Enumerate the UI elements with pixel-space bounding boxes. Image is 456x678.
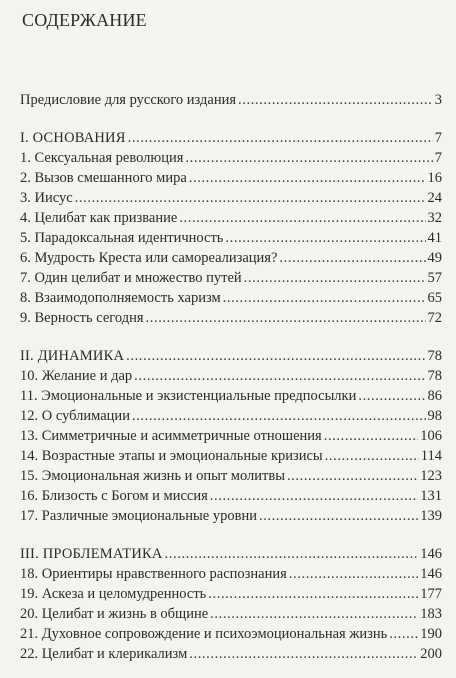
toc-entry-page: 177 [420, 586, 442, 602]
toc-entry-label: 8. Взаимодополняемость харизм [20, 290, 221, 306]
toc-entry-label: 14. Возрастные этапы и эмоциональные кризисы [20, 448, 323, 464]
toc-entry [20, 270, 442, 287]
toc-entry-page: 3 [434, 92, 442, 108]
toc-section-heading [20, 130, 442, 147]
toc-section-label: I. ОСНОВАНИЯ [20, 130, 126, 146]
leader-dots [287, 468, 418, 485]
leader-dots [185, 150, 432, 167]
leader-dots [75, 190, 426, 207]
toc-entry-label: 22. Целибат и клерикализм [20, 646, 188, 662]
toc-entry-label: 3. Иисус [20, 190, 73, 206]
toc-entry-label: 21. Духовное сопровождение и психоэмоциональная жизнь [20, 626, 388, 642]
toc-entry [20, 250, 442, 267]
toc-section-heading [20, 348, 442, 365]
toc-entry-page: 123 [420, 468, 442, 484]
toc-entry-label: 1. Сексуальная революция [20, 150, 184, 166]
toc-entry [20, 468, 442, 485]
toc-entry-page: 139 [420, 508, 442, 524]
leader-dots [134, 368, 425, 385]
toc-entry-label: 13. Симметричные и асимметричные отношения [20, 428, 322, 444]
leader-dots [165, 546, 419, 563]
leader-dots [324, 428, 419, 445]
toc-entry-label: 12. О сублимации [20, 408, 130, 424]
toc-entry-preface [20, 92, 442, 109]
toc-entry-page: 98 [427, 408, 442, 424]
toc-entry-page: 131 [420, 488, 442, 504]
toc-entry [20, 290, 442, 307]
toc-entry-label: 6. Мудрость Креста или самореализация? [20, 250, 278, 266]
leader-dots [146, 310, 426, 327]
toc-entry-page: 16 [427, 170, 442, 186]
toc-entry-label: 18. Ориентиры нравственного распознания [20, 566, 287, 582]
leader-dots [325, 448, 419, 465]
toc-entry-page: 32 [427, 210, 442, 226]
toc-entry-label: 10. Желание и дар [20, 368, 133, 384]
toc-entry-page: 7 [434, 150, 442, 166]
toc-entry-page: 78 [427, 368, 442, 384]
toc-entry-page: 65 [427, 290, 442, 306]
toc-entry [20, 150, 442, 167]
toc-entry-label: 16. Близость с Богом и миссия [20, 488, 208, 504]
toc-section-heading [20, 546, 442, 563]
page-title: СОДЕРЖАНИЕ [22, 10, 147, 30]
toc-entry [20, 190, 442, 207]
toc-entry-label: 7. Один целибат и множество путей [20, 270, 242, 286]
toc-entry-label: Предисловие для русского издания [20, 92, 237, 108]
toc-entry-label: 19. Аскеза и целомудренность [20, 586, 207, 602]
toc-entry-page: 24 [427, 190, 442, 206]
toc-entry-label: 20. Целибат и жизнь в общине [20, 606, 209, 622]
toc-entry-page: 72 [427, 310, 442, 326]
toc-entry-page: 146 [420, 566, 442, 582]
toc-entry-label: 17. Различные эмоциональные уровни [20, 508, 257, 524]
toc-entry-page: 106 [420, 428, 442, 444]
leader-dots [189, 646, 418, 663]
leader-dots [128, 130, 433, 147]
toc-entry [20, 408, 442, 425]
leader-dots [279, 250, 425, 267]
leader-dots [223, 290, 426, 307]
leader-dots [179, 210, 425, 227]
toc-entry [20, 368, 442, 385]
toc-section-label: III. ПРОБЛЕМАТИКА [20, 546, 163, 562]
toc-entry-page: 49 [427, 250, 442, 266]
toc-entry [20, 448, 442, 465]
toc-section-page: 78 [427, 348, 442, 364]
leader-dots [208, 586, 418, 603]
toc-entry [20, 586, 442, 603]
toc-entry-page: 200 [420, 646, 442, 662]
leader-dots [210, 606, 418, 623]
toc-entry [20, 606, 442, 623]
toc-entry [20, 210, 442, 227]
toc-entry [20, 626, 442, 643]
toc-entry [20, 646, 442, 663]
toc-entry [20, 170, 442, 187]
leader-dots [289, 566, 418, 583]
toc-entry-label: 11. Эмоциональные и экзистенциальные предпосылки [20, 388, 357, 404]
toc-entry-label: 9. Верность сегодня [20, 310, 144, 326]
toc-entry [20, 488, 442, 505]
toc-entry [20, 566, 442, 583]
toc-entry-page: 41 [427, 230, 442, 246]
leader-dots [126, 348, 425, 365]
leader-dots [132, 408, 426, 425]
toc-entry-page: 190 [420, 626, 442, 642]
toc-section-page: 7 [434, 130, 442, 146]
leader-dots [238, 92, 433, 109]
toc-section-label: II. ДИНАМИКА [20, 348, 125, 364]
leader-dots [225, 230, 425, 247]
toc-section-page: 146 [420, 546, 442, 562]
toc-entry-label: 5. Парадоксальная идентичность [20, 230, 224, 246]
toc-entry [20, 230, 442, 247]
leader-dots [259, 508, 418, 525]
leader-dots [210, 488, 418, 505]
toc-entry [20, 388, 442, 405]
toc-entry-label: 2. Вызов смешанного мира [20, 170, 187, 186]
toc-entry [20, 428, 442, 445]
toc-entry-label: 4. Целибат как призвание [20, 210, 178, 226]
leader-dots [244, 270, 426, 287]
toc-entry-page: 114 [420, 448, 442, 464]
toc-entry-page: 86 [427, 388, 442, 404]
leader-dots [358, 388, 425, 405]
leader-dots [189, 170, 426, 187]
toc-entry-page: 183 [420, 606, 442, 622]
toc-entry [20, 310, 442, 327]
leader-dots [389, 626, 418, 643]
toc-entry-page: 57 [427, 270, 442, 286]
toc-entry-label: 15. Эмоциональная жизнь и опыт молитвы [20, 468, 285, 484]
toc-entry [20, 508, 442, 525]
